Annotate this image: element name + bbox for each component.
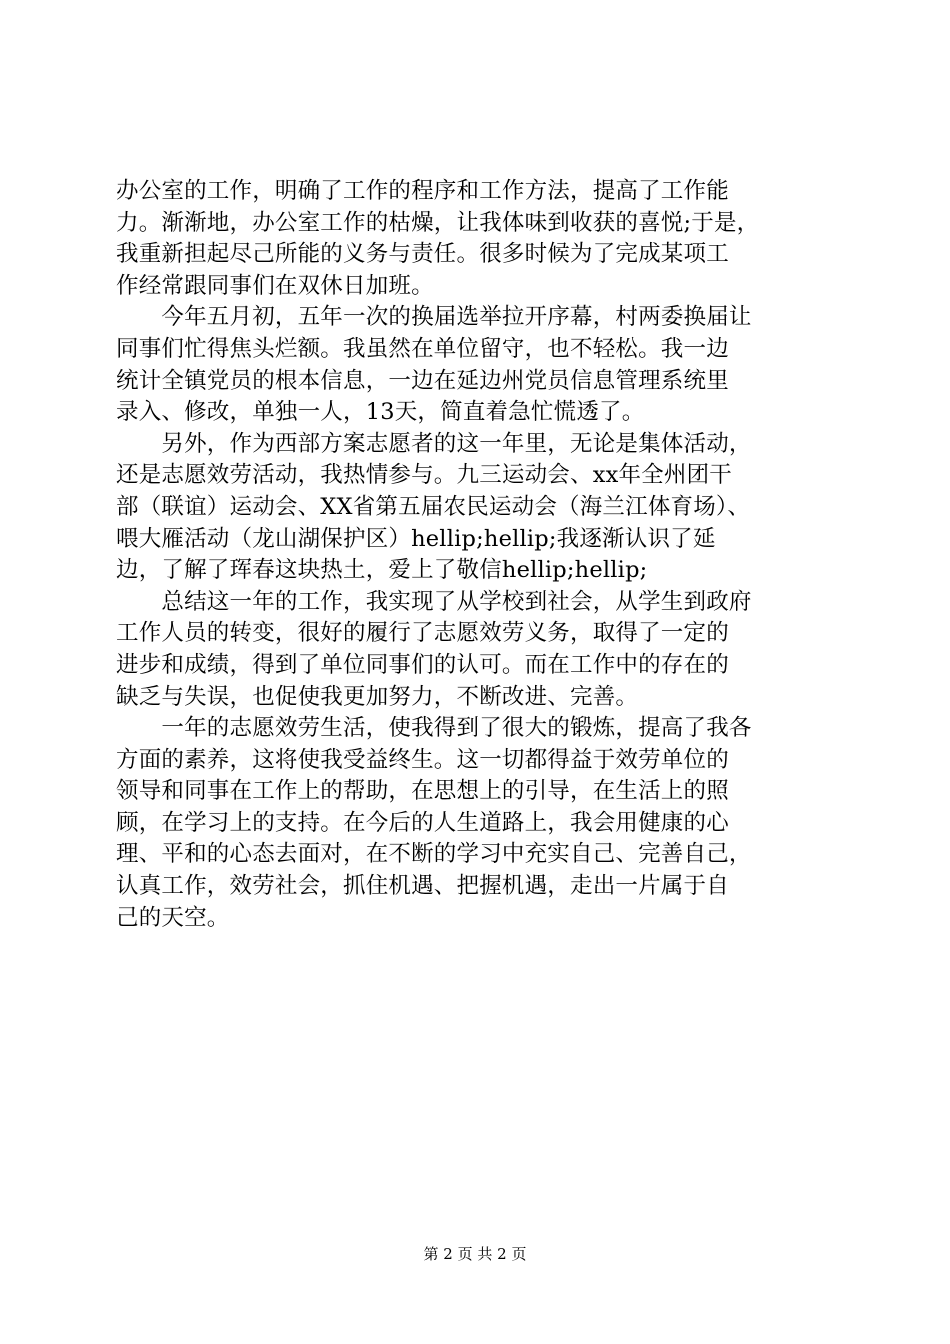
text-line: 部（联谊）运动会、XX省第五届农民运动会（海兰江体育场）、 xyxy=(116,493,751,520)
text-line: 还是志愿效劳活动，我热情参与。九三运动会、xx年全州团干 xyxy=(116,462,732,489)
text-line: 缺乏与失误，也促使我更加努力，不断改进、完善。 xyxy=(116,683,639,710)
text-line: 今年五月初，五年一次的换届选举拉开序幕，村两委换届让 xyxy=(116,304,752,331)
text-line: 总结这一年的工作，我实现了从学校到社会，从学生到政府 xyxy=(116,588,752,615)
text-line: 统计全镇党员的根本信息，一边在延边州党员信息管理系统里 xyxy=(116,367,729,394)
text-line: 录入、修改，单独一人，13天，简直着急忙慌透了。 xyxy=(116,399,645,426)
page-number-footer: 第 2 页 共 2 页 xyxy=(423,1245,527,1263)
text-line: 顾，在学习上的支持。在今后的人生道路上，我会用健康的心 xyxy=(116,809,729,836)
text-line: 己的天空。 xyxy=(116,904,230,931)
text-line: 另外，作为西部方案志愿者的这一年里，无论是集体活动， xyxy=(116,430,752,457)
document-body xyxy=(116,176,832,934)
text-line: 喂大雁活动（龙山湖保护区）hellip;hellip;我逐渐认识了延 xyxy=(116,525,716,552)
text-line: 工作人员的转变，很好的履行了志愿效劳义务，取得了一定的 xyxy=(116,620,729,647)
text-line: 同事们忙得焦头烂额。我虽然在单位留守，也不轻松。我一边 xyxy=(116,335,729,362)
text-line: 边，了解了珲春这块热土，爱上了敬信hellip;hellip; xyxy=(116,557,648,584)
text-line: 力。渐渐地，办公室工作的枯燥，让我体味到收获的喜悦;于是， xyxy=(116,209,760,236)
text-line: 我重新担起尽己所能的义务与责任。很多时候为了完成某项工 xyxy=(116,241,729,268)
text-line: 作经常跟同事们在双休日加班。 xyxy=(116,272,434,299)
text-line: 理、平和的心态去面对，在不断的学习中充实自己、完善自己， xyxy=(116,841,752,868)
text-line: 一年的志愿效劳生活，使我得到了很大的锻炼，提高了我各 xyxy=(116,715,752,742)
text-line: 领导和同事在工作上的帮助，在思想上的引导，在生活上的照 xyxy=(116,778,729,805)
text-line: 认真工作，效劳社会，抓住机遇、把握机遇，走出一片属于自 xyxy=(116,873,729,900)
text-line: 进步和成绩，得到了单位同事们的认可。而在工作中的存在的 xyxy=(116,651,729,678)
text-line: 办公室的工作，明确了工作的程序和工作方法，提高了工作能 xyxy=(116,178,729,204)
text-line: 方面的素养，这将使我受益终生。这一切都得益于效劳单位的 xyxy=(116,746,729,773)
